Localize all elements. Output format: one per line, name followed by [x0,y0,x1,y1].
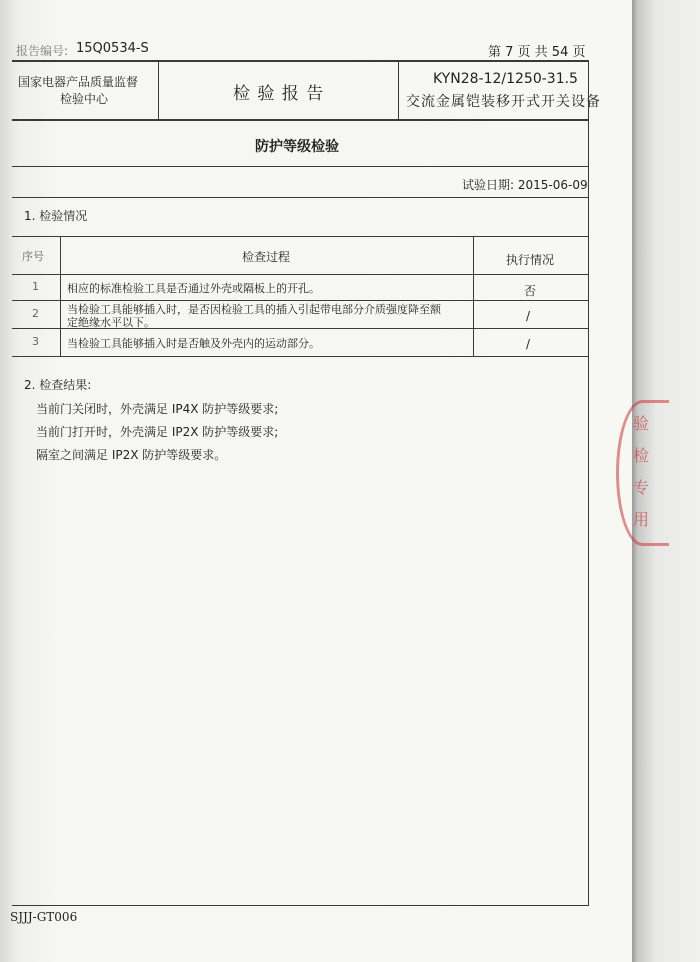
report-number: 15Q0534-S [76,41,149,56]
result-line-1: 当前门关闭时，外壳满足 IP4X 防护等级要求; [36,402,279,416]
row-result: / [526,337,531,351]
row-result: / [526,309,531,323]
result-line-2: 当前门打开时，外壳满足 IP2X 防护等级要求; [36,425,279,439]
row-process: 相应的标准检验工具是否通过外壳或隔板上的开孔。 [67,282,320,295]
part2-title: 2. 检查结果: [24,378,92,392]
footer-rule [12,905,589,906]
test-date: 试验日期: 2015-06-09 [462,178,588,192]
table-header-result: 执行情况 [506,253,555,267]
stamp-char: 验 [633,414,650,433]
product-name: 交流金属铠装移开式开关设备 [406,94,601,110]
org-name-line2: 检验中心 [60,92,109,106]
product-model: KYN28-12/1250-31.5 [433,71,578,87]
table-col-divider-1 [60,236,61,356]
form-code: SJJJ-GT006 [10,910,78,924]
row-number: 2 [32,307,39,320]
table-rule-header [12,274,588,275]
row-process: 当检验工具能够插入时是否触及外壳内的运动部分。 [67,337,320,350]
org-name-line1: 国家电器产品质量监督 [18,75,139,89]
page-frame-right [588,60,589,906]
row-process-line2: 定绝缘水平以下。 [67,316,155,329]
table-border-top [12,236,588,237]
stamp-char: 用 [633,510,650,529]
part1-title: 1. 检验情况 [24,209,88,223]
title-block-divider-left [158,61,159,120]
title-block-bottom-border [12,119,588,121]
table-col-divider-2 [473,236,474,356]
stamp-char: 专 [633,478,650,497]
row-result: 否 [524,284,537,298]
title-block-divider-right [398,61,399,120]
report-number-label: 报告编号: [16,44,69,58]
title-block-top-border [12,60,588,62]
page-info: 第 7 页 共 54 页 [488,45,586,60]
date-divider [12,197,588,198]
table-header-process: 检查过程 [242,250,291,264]
result-line-3: 隔室之间满足 IP2X 防护等级要求。 [36,448,227,462]
stamp-char: 检 [633,446,650,465]
row-process-line1: 当检验工具能够插入时，是否因检验工具的插入引起带电部分介质强度降至额 [67,303,441,316]
table-border-bottom [12,356,588,357]
inspection-stamp [616,400,669,546]
section-title: 防护等级检验 [255,139,339,155]
section-divider [12,166,588,167]
table-header-no: 序号 [22,250,44,263]
row-number: 1 [32,280,39,293]
row-number: 3 [32,335,39,348]
document-title: 检 验 报 告 [233,84,325,104]
